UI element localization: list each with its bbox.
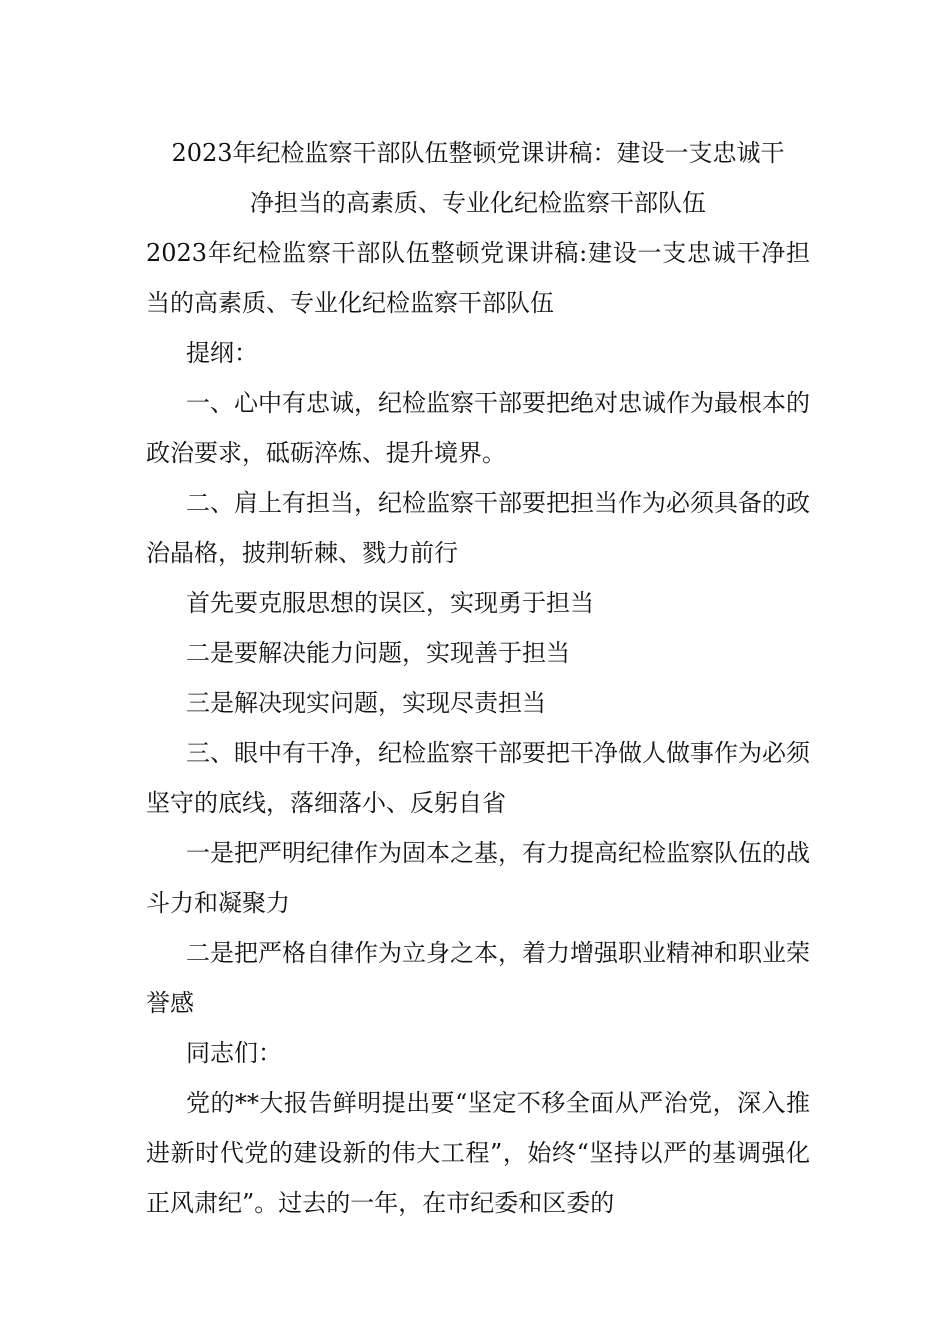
paragraph: 二是把严格自律作为立身之本，着力增强职业精神和职业荣誉感 bbox=[146, 939, 810, 1017]
document-body bbox=[146, 228, 810, 1228]
paragraph: 同志们： bbox=[186, 1039, 282, 1067]
paragraph: 党的**大报告鲜明提出要“坚定不移全面从严治党，深入推进新时代党的建设新的伟大工程”，始终“坚持以严的基调强化正风肃纪”。过去的一年，在市纪委和区委的 bbox=[146, 1089, 810, 1217]
title-line-1: 2023年纪检监察干部队伍整顿党课讲稿：建设一支忠诚干 bbox=[171, 139, 785, 167]
document-title bbox=[146, 128, 810, 228]
paragraph: 三、眼中有干净，纪检监察干部要把干净做人做事作为必须坚守的底线，落细落小、反躬自省 bbox=[146, 739, 810, 817]
paragraph: 三是解决现实问题，实现尽责担当 bbox=[186, 689, 546, 717]
paragraph: 二、肩上有担当，纪检监察干部要把担当作为必须具备的政治晶格，披荆斩棘、戮力前行 bbox=[146, 489, 810, 567]
paragraph: 首先要克服思想的误区，实现勇于担当 bbox=[186, 589, 594, 617]
paragraph: 二是要解决能力问题，实现善于担当 bbox=[186, 639, 570, 667]
paragraph: 一、心中有忠诚，纪检监察干部要把绝对忠诚作为最根本的政治要求，砥砺淬炼、提升境界。 bbox=[146, 389, 810, 467]
paragraph: 提纲： bbox=[186, 339, 258, 367]
document-page bbox=[146, 128, 810, 1228]
paragraph: 2023年纪检监察干部队伍整顿党课讲稿:建设一支忠诚干净担当的高素质、专业化纪检监察干部队伍 bbox=[146, 239, 810, 317]
title-line-2: 净担当的高素质、专业化纪检监察干部队伍 bbox=[250, 189, 706, 217]
paragraph: 一是把严明纪律作为固本之基，有力提高纪检监察队伍的战斗力和凝聚力 bbox=[146, 839, 810, 917]
